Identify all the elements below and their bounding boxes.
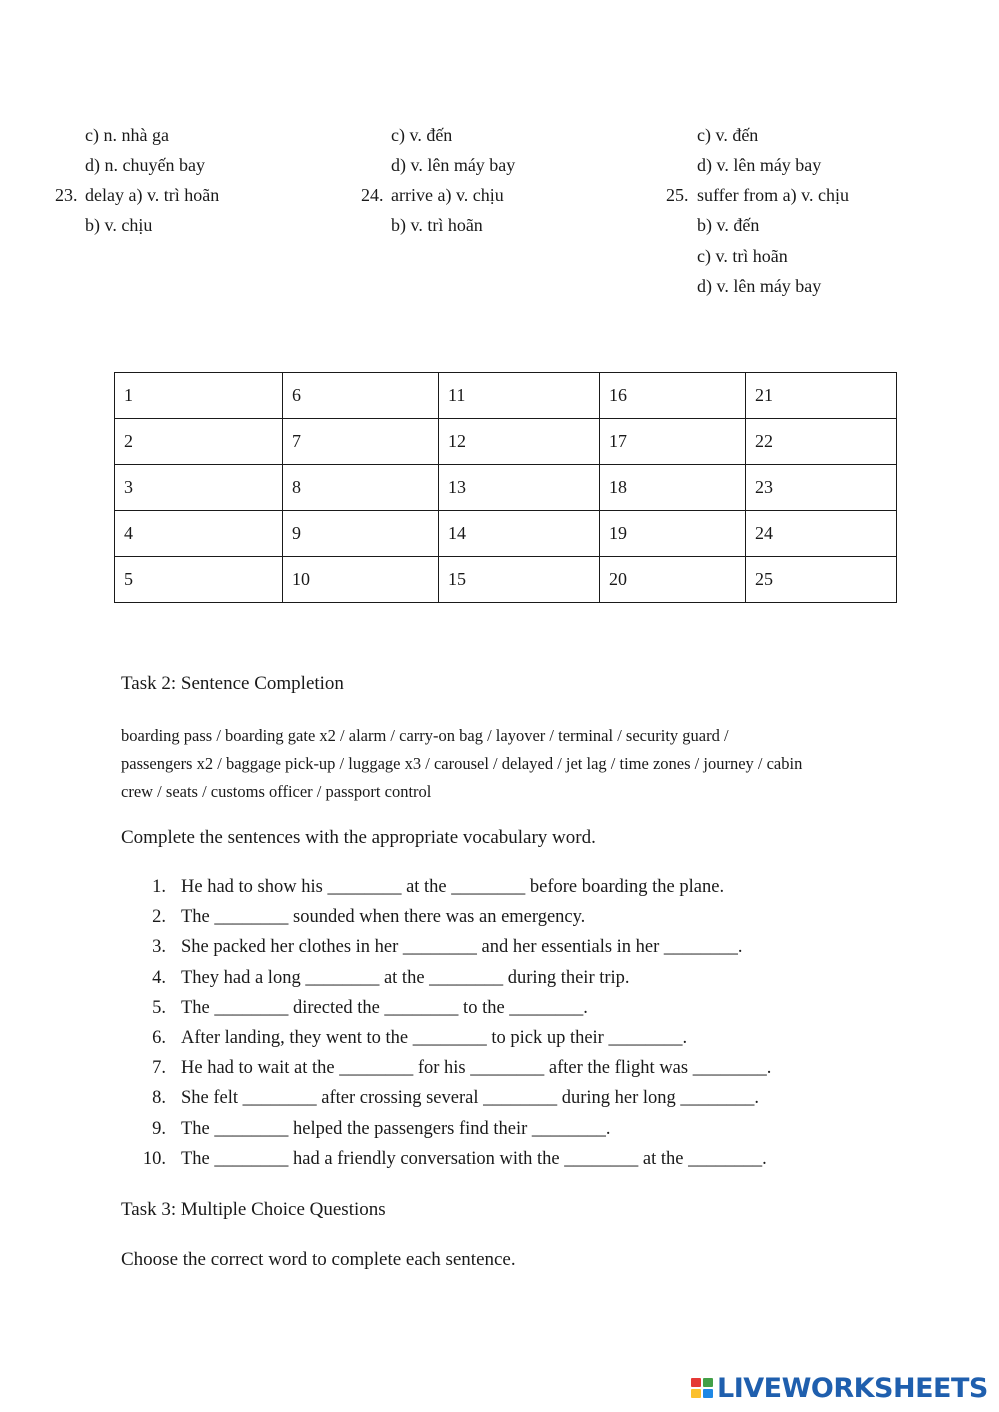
sentence-number: 3. <box>152 937 166 958</box>
option-text: c) v. đến <box>391 125 453 145</box>
answer-grid-row <box>115 511 897 557</box>
sentence-item <box>121 997 771 1027</box>
answer-cell[interactable]: 24 <box>746 511 897 557</box>
answer-cell[interactable]: 10 <box>283 557 439 603</box>
logo-block <box>691 1389 701 1398</box>
answer-grid <box>114 372 897 603</box>
sentence-item <box>121 967 771 997</box>
sentence-text: The ________ helped the passengers find their ________. <box>181 1118 611 1139</box>
sentence-text: She packed her clothes in her ________ and her essentials in her ________. <box>181 937 743 958</box>
question-line: arrive a) v. chịu <box>391 185 504 205</box>
option-text: c) n. nhà ga <box>85 125 169 145</box>
answer-cell[interactable]: 5 <box>115 557 283 603</box>
question-number: 24. <box>361 185 384 205</box>
answer-grid-row <box>115 419 897 465</box>
sentence-number: 7. <box>152 1058 166 1079</box>
option-text: d) v. lên máy bay <box>697 155 822 175</box>
answer-cell[interactable]: 17 <box>600 419 746 465</box>
word-bank-line: boarding pass / boarding gate x2 / alarm / carry-on bag / layover / terminal / security guard / <box>121 726 729 745</box>
answer-cell[interactable]: 6 <box>283 373 439 419</box>
answer-cell[interactable]: 23 <box>746 465 897 511</box>
sentence-text: The ________ sounded when there was an emergency. <box>181 907 586 928</box>
logo-text: LIVEWORKSHEETS <box>717 1372 988 1404</box>
answer-cell[interactable]: 11 <box>439 373 600 419</box>
answer-cell[interactable]: 25 <box>746 557 897 603</box>
option-text: c) v. đến <box>697 125 759 145</box>
answer-cell[interactable]: 14 <box>439 511 600 557</box>
answer-cell[interactable]: 13 <box>439 465 600 511</box>
logo-block <box>703 1389 713 1398</box>
question-line: delay a) v. trì hoãn <box>85 185 220 205</box>
logo-block <box>691 1378 701 1387</box>
answer-cell[interactable]: 20 <box>600 557 746 603</box>
word-bank-line: crew / seats / customs officer / passport control <box>121 782 432 801</box>
sentence-text: The ________ directed the ________ to the ________. <box>181 997 588 1018</box>
question-number: 25. <box>666 185 689 205</box>
sentence-item <box>121 1087 771 1117</box>
sentence-number: 9. <box>152 1118 166 1139</box>
liveworksheets-logo <box>691 1372 988 1404</box>
answer-cell[interactable]: 7 <box>283 419 439 465</box>
answer-grid-row <box>115 373 897 419</box>
option-text: c) v. trì hoãn <box>697 246 788 266</box>
question-line: suffer from a) v. chịu <box>697 185 849 205</box>
answer-grid-row <box>115 465 897 511</box>
logo-block <box>703 1378 713 1387</box>
word-bank <box>121 722 881 806</box>
logo-blocks-icon <box>691 1378 713 1398</box>
answer-cell[interactable]: 2 <box>115 419 283 465</box>
option-text: d) v. lên máy bay <box>697 276 822 296</box>
option-text: d) v. lên máy bay <box>391 155 516 175</box>
sentence-number: 5. <box>152 997 166 1018</box>
sentence-list <box>121 876 771 1178</box>
task2-title: Task 2: Sentence Completion <box>121 673 344 694</box>
sentence-item <box>121 1118 771 1148</box>
option-text: b) v. chịu <box>85 215 153 235</box>
option-text: b) v. đến <box>697 215 760 235</box>
task3-instruction: Choose the correct word to complete each sentence. <box>121 1249 516 1270</box>
sentence-item <box>121 906 771 936</box>
sentence-item <box>121 936 771 966</box>
word-bank-line: passengers x2 / baggage pick-up / luggage x3 / carousel / delayed / jet lag / time zones / journey / cabin <box>121 754 803 773</box>
answer-cell[interactable]: 12 <box>439 419 600 465</box>
sentence-number: 6. <box>152 1027 166 1048</box>
sentence-number: 10. <box>142 1148 166 1169</box>
sentence-item <box>121 1027 771 1057</box>
sentence-item <box>121 1057 771 1087</box>
answer-cell[interactable]: 19 <box>600 511 746 557</box>
sentence-text: The ________ had a friendly conversation with the ________ at the ________. <box>181 1148 767 1169</box>
sentence-number: 8. <box>152 1088 166 1109</box>
sentence-text: After landing, they went to the ________ to pick up their ________. <box>181 1027 688 1048</box>
answer-grid-row <box>115 557 897 603</box>
sentence-text: They had a long ________ at the ________ during their trip. <box>181 967 630 988</box>
answer-cell[interactable]: 4 <box>115 511 283 557</box>
sentence-number: 4. <box>152 967 166 988</box>
sentence-item <box>121 876 771 906</box>
sentence-text: He had to show his ________ at the ________ before boarding the plane. <box>181 877 725 897</box>
option-text: d) n. chuyến bay <box>85 155 205 175</box>
answer-cell[interactable]: 22 <box>746 419 897 465</box>
answer-cell[interactable]: 18 <box>600 465 746 511</box>
answer-cell[interactable]: 1 <box>115 373 283 419</box>
sentence-number: 1. <box>152 877 166 897</box>
sentence-number: 2. <box>152 907 166 928</box>
answer-cell[interactable]: 21 <box>746 373 897 419</box>
option-text: b) v. trì hoãn <box>391 215 483 235</box>
answer-cell[interactable]: 3 <box>115 465 283 511</box>
sentence-text: She felt ________ after crossing several ________ during her long ________. <box>181 1088 760 1109</box>
sentence-item <box>121 1148 771 1178</box>
answer-cell[interactable]: 9 <box>283 511 439 557</box>
answer-cell[interactable]: 16 <box>600 373 746 419</box>
answer-cell[interactable]: 15 <box>439 557 600 603</box>
task3-title: Task 3: Multiple Choice Questions <box>121 1199 386 1220</box>
question-number: 23. <box>55 185 78 205</box>
answer-cell[interactable]: 8 <box>283 465 439 511</box>
task2-instruction: Complete the sentences with the appropriate vocabulary word. <box>121 827 596 848</box>
sentence-text: He had to wait at the ________ for his ________ after the flight was ________. <box>181 1058 772 1079</box>
